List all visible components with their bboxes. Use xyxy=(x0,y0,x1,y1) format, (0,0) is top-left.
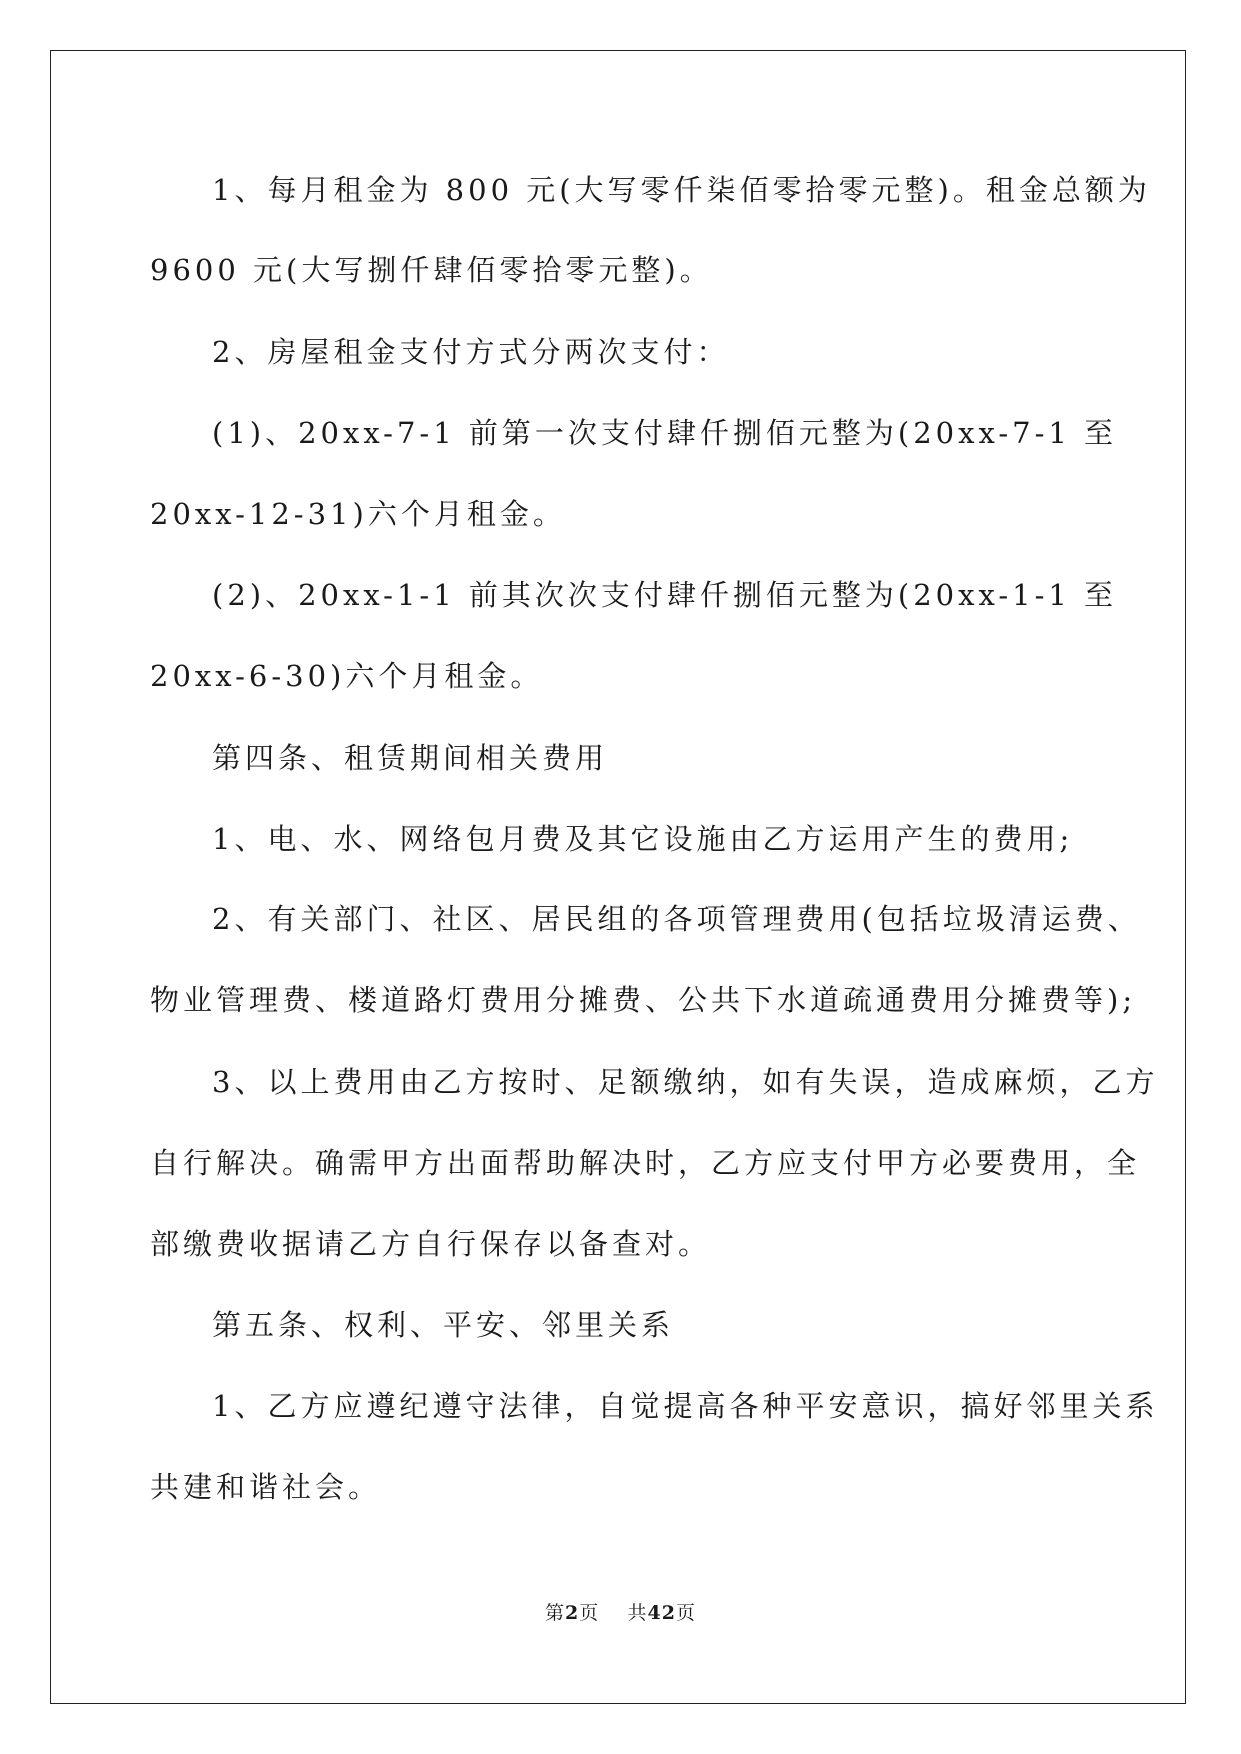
paragraph-line: 自行解决。确需甲方出面帮助解决时，乙方应支付甲方必要费用，全 xyxy=(150,1146,1141,1180)
page-prefix: 第 xyxy=(545,1602,566,1624)
paragraph-line: 1、每月租金为 800 元(大写零仟柒佰零拾零元整)。租金总额为 xyxy=(212,173,1151,207)
page-current: 2 xyxy=(565,1602,580,1624)
paragraph-line: 共建和谐社会。 xyxy=(150,1470,382,1504)
total-prefix: 共 xyxy=(627,1602,648,1624)
page-total: 42 xyxy=(647,1602,676,1624)
paragraph-line: 20xx-6-30)六个月租金。 xyxy=(150,659,544,693)
page-border xyxy=(50,50,1186,1704)
paragraph-line: (1)、20xx-7-1 前第一次支付肆仟捌佰元整为(20xx-7-1 至 xyxy=(212,416,1118,450)
total-suffix: 页 xyxy=(675,1602,696,1624)
paragraph-line: 1、电、水、网络包月费及其它设施由乙方运用产生的费用; xyxy=(212,822,1074,856)
paragraph-line: 部缴费收据请乙方自行保存以备查对。 xyxy=(150,1227,712,1261)
section-heading: 第五条、权利、平安、邻里关系 xyxy=(212,1308,675,1342)
paragraph-line: 1、乙方应遵纪遵守法律，自觉提高各种平安意识，搞好邻里关系 xyxy=(212,1389,1159,1423)
paragraph-line: 2、有关部门、社区、居民组的各项管理费用(包括垃圾清运费、 xyxy=(212,902,1141,936)
paragraph-line: 2、房屋租金支付方式分两次支付： xyxy=(212,335,730,369)
paragraph-line: 20xx-12-31)六个月租金。 xyxy=(150,497,566,531)
page-suffix: 页 xyxy=(579,1602,600,1624)
paragraph-line: 3、以上费用由乙方按时、足额缴纳，如有失误，造成麻烦，乙方 xyxy=(212,1065,1159,1099)
paragraph-line: 物业管理费、楼道路灯费用分摊费、公共下水道疏通费用分摊费等); xyxy=(150,983,1137,1017)
page-number-footer xyxy=(0,1598,1241,1625)
paragraph-line: (2)、20xx-1-1 前其次次支付肆仟捌佰元整为(20xx-1-1 至 xyxy=(212,578,1118,612)
paragraph-line: 9600 元(大写捌仟肆佰零拾零元整)。 xyxy=(150,253,713,287)
section-heading: 第四条、租赁期间相关费用 xyxy=(212,741,609,775)
